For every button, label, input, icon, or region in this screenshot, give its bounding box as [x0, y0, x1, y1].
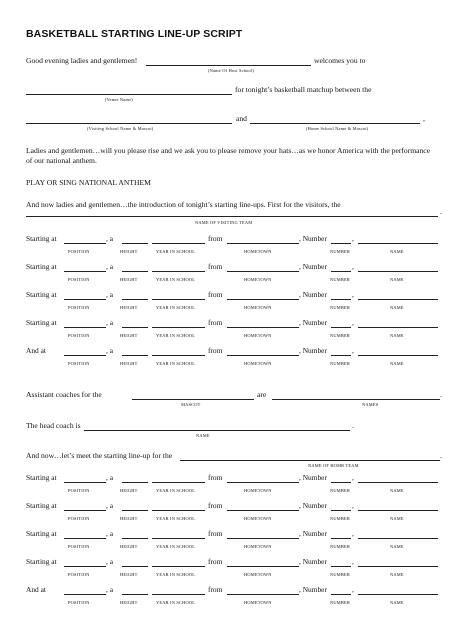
from-label: from	[208, 234, 223, 243]
year-in-school-field[interactable]	[152, 327, 205, 328]
and-at-label: And at	[26, 585, 46, 594]
hometown-field[interactable]	[227, 271, 299, 272]
assistant-coaches-text: Assistant coaches for the	[26, 390, 102, 399]
height-field[interactable]	[122, 594, 148, 595]
comma-label: ,	[352, 501, 354, 510]
home-period: .	[440, 451, 442, 460]
field-caption: YEAR IN SCHOOL	[156, 305, 196, 310]
field-caption: NAME	[390, 572, 404, 577]
number-field[interactable]	[331, 299, 351, 300]
and-at-label: And at	[26, 346, 46, 355]
hometown-field[interactable]	[227, 299, 299, 300]
a-label: , a	[106, 262, 113, 271]
head-coach-name-caption: NAME	[196, 433, 210, 438]
field-caption: NUMBER	[330, 572, 350, 577]
field-caption: NUMBER	[330, 488, 350, 493]
field-caption: NAME	[390, 249, 404, 254]
position-field[interactable]	[64, 271, 106, 272]
starting-at-label: Starting at	[26, 318, 57, 327]
field-caption: HOMETOWN	[244, 361, 272, 366]
field-caption: HOMETOWN	[244, 249, 272, 254]
hometown-field[interactable]	[227, 243, 299, 244]
field-caption: POSITION	[68, 333, 90, 338]
field-caption: HEIGHT	[120, 361, 138, 366]
year-in-school-field[interactable]	[152, 243, 205, 244]
home-intro-text: And now…let’s meet the starting line-up for the	[26, 451, 173, 460]
greeting-text: Good evening ladies and gentlemen!	[26, 56, 138, 65]
field-caption: YEAR IN SCHOOL	[156, 488, 196, 493]
field-caption: YEAR IN SCHOOL	[156, 333, 196, 338]
number-label: , Number	[299, 529, 327, 538]
number-field[interactable]	[331, 355, 351, 356]
number-field[interactable]	[331, 327, 351, 328]
number-label: , Number	[299, 557, 327, 566]
comma-label: ,	[352, 318, 354, 327]
field-caption: YEAR IN SCHOOL	[156, 544, 196, 549]
from-label: from	[208, 529, 223, 538]
from-label: from	[208, 501, 223, 510]
field-caption: NAME	[390, 544, 404, 549]
position-field[interactable]	[64, 510, 106, 511]
mascot-caption: MASCOT	[181, 402, 201, 407]
comma-label: ,	[352, 473, 354, 482]
a-label: , a	[106, 473, 113, 482]
number-field[interactable]	[331, 566, 351, 567]
comma-label: ,	[352, 234, 354, 243]
field-caption: NUMBER	[330, 277, 350, 282]
venue-field[interactable]	[26, 94, 232, 95]
a-label: , a	[106, 529, 113, 538]
anthem-line-2: of our national anthem.	[26, 156, 97, 165]
number-field[interactable]	[331, 482, 351, 483]
anthem-heading: PLAY OR SING NATIONAL ANTHEM	[26, 178, 151, 187]
a-label: , a	[106, 501, 113, 510]
player-name-field[interactable]	[358, 538, 438, 539]
anthem-line-1: Ladies and gentlemen…will you please rise and we ask you to please remove your hats…as we honor America with the performance	[26, 146, 431, 155]
from-label: from	[208, 473, 223, 482]
visitors-period: .	[440, 207, 442, 216]
field-caption: NUMBER	[330, 600, 350, 605]
height-field[interactable]	[122, 327, 148, 328]
height-field[interactable]	[122, 355, 148, 356]
mascot-field[interactable]	[132, 399, 254, 400]
height-field[interactable]	[122, 510, 148, 511]
number-label: , Number	[299, 262, 327, 271]
welcomes-text: welcomes you to	[314, 56, 366, 65]
year-in-school-field[interactable]	[152, 299, 205, 300]
year-in-school-field[interactable]	[152, 355, 205, 356]
year-in-school-field[interactable]	[152, 594, 205, 595]
number-field[interactable]	[331, 594, 351, 595]
visitors-intro-text: And now ladies and gentlemen…the introduction of tonight’s starting line-ups. First for the visitors, the	[26, 200, 341, 209]
page-title: BASKETBALL STARTING LINE-UP SCRIPT	[26, 28, 243, 40]
field-caption: HOMETOWN	[244, 544, 272, 549]
hometown-field[interactable]	[227, 510, 299, 511]
number-field[interactable]	[331, 510, 351, 511]
field-caption: POSITION	[68, 361, 90, 366]
starting-at-label: Starting at	[26, 501, 57, 510]
position-field[interactable]	[64, 482, 106, 483]
field-caption: NAME	[390, 333, 404, 338]
head-coach-text: The head coach is	[26, 421, 81, 430]
host-school-caption: (Name Of Host School)	[208, 68, 255, 73]
field-caption: HEIGHT	[120, 333, 138, 338]
player-name-field[interactable]	[358, 594, 438, 595]
comma-label: ,	[352, 585, 354, 594]
player-name-field[interactable]	[358, 566, 438, 567]
height-field[interactable]	[122, 482, 148, 483]
number-label: , Number	[299, 318, 327, 327]
player-name-field[interactable]	[358, 271, 438, 272]
number-label: , Number	[299, 585, 327, 594]
field-caption: HOMETOWN	[244, 572, 272, 577]
number-label: , Number	[299, 473, 327, 482]
field-caption: NUMBER	[330, 333, 350, 338]
assistant-names-field[interactable]	[272, 399, 440, 400]
year-in-school-field[interactable]	[152, 271, 205, 272]
from-label: from	[208, 557, 223, 566]
a-label: , a	[106, 557, 113, 566]
home-school-caption: (Home School Name & Mascot)	[306, 126, 369, 131]
field-caption: HOMETOWN	[244, 305, 272, 310]
field-caption: NUMBER	[330, 361, 350, 366]
starting-at-label: Starting at	[26, 262, 57, 271]
position-field[interactable]	[64, 327, 106, 328]
field-caption: NUMBER	[330, 516, 350, 521]
period-text: ,	[423, 114, 425, 123]
hometown-field[interactable]	[227, 327, 299, 328]
field-caption: YEAR IN SCHOOL	[156, 516, 196, 521]
home-team-caption: NAME OF HOMR TEAM	[308, 463, 359, 468]
position-field[interactable]	[64, 355, 106, 356]
field-caption: HOMETOWN	[244, 600, 272, 605]
visiting-team-field[interactable]	[26, 216, 438, 217]
field-caption: NAME	[390, 516, 404, 521]
a-label: , a	[106, 234, 113, 243]
field-caption: POSITION	[68, 516, 90, 521]
comma-label: ,	[352, 557, 354, 566]
position-field[interactable]	[64, 538, 106, 539]
position-field[interactable]	[64, 594, 106, 595]
number-label: , Number	[299, 501, 327, 510]
height-field[interactable]	[122, 299, 148, 300]
hometown-field[interactable]	[227, 538, 299, 539]
player-name-field[interactable]	[358, 482, 438, 483]
hometown-field[interactable]	[227, 566, 299, 567]
number-field[interactable]	[331, 538, 351, 539]
starting-at-label: Starting at	[26, 290, 57, 299]
comma-label: ,	[352, 529, 354, 538]
comma-label: ,	[352, 290, 354, 299]
field-caption: HOMETOWN	[244, 488, 272, 493]
a-label: , a	[106, 585, 113, 594]
player-name-field[interactable]	[358, 355, 438, 356]
starting-at-label: Starting at	[26, 557, 57, 566]
field-caption: POSITION	[68, 544, 90, 549]
visiting-school-caption: (Visiting School Name & Mascot)	[87, 126, 154, 131]
head-coach-field[interactable]	[84, 430, 350, 431]
field-caption: HOMETOWN	[244, 333, 272, 338]
and-text: and	[236, 114, 247, 123]
field-caption: NUMBER	[330, 249, 350, 254]
field-caption: NAME	[390, 488, 404, 493]
field-caption: HOMETOWN	[244, 277, 272, 282]
are-text: are	[257, 390, 267, 399]
hometown-field[interactable]	[227, 594, 299, 595]
visiting-team-caption: NAME OF VISITING TEAM	[195, 220, 253, 225]
a-label: , a	[106, 346, 113, 355]
coaches-period: .	[440, 390, 442, 399]
field-caption: HEIGHT	[120, 249, 138, 254]
head-coach-period: .	[352, 421, 354, 430]
position-field[interactable]	[64, 243, 106, 244]
number-field[interactable]	[331, 243, 351, 244]
comma-label: ,	[352, 262, 354, 271]
starting-at-label: Starting at	[26, 234, 57, 243]
a-label: , a	[106, 318, 113, 327]
comma-label: ,	[352, 346, 354, 355]
hometown-field[interactable]	[227, 355, 299, 356]
names-caption: NAMES	[362, 402, 379, 407]
field-caption: POSITION	[68, 488, 90, 493]
field-caption: HEIGHT	[120, 572, 138, 577]
field-caption: NAME	[390, 361, 404, 366]
a-label: , a	[106, 290, 113, 299]
field-caption: YEAR IN SCHOOL	[156, 249, 196, 254]
venue-caption: (Venue Name)	[105, 97, 133, 102]
year-in-school-field[interactable]	[152, 566, 205, 567]
field-caption: NUMBER	[330, 544, 350, 549]
player-name-field[interactable]	[358, 299, 438, 300]
field-caption: POSITION	[68, 249, 90, 254]
field-caption: YEAR IN SCHOOL	[156, 572, 196, 577]
field-caption: HEIGHT	[120, 488, 138, 493]
year-in-school-field[interactable]	[152, 538, 205, 539]
field-caption: YEAR IN SCHOOL	[156, 361, 196, 366]
field-caption: POSITION	[68, 572, 90, 577]
year-in-school-field[interactable]	[152, 510, 205, 511]
position-field[interactable]	[64, 566, 106, 567]
field-caption: HEIGHT	[120, 277, 138, 282]
field-caption: HEIGHT	[120, 516, 138, 521]
from-label: from	[208, 585, 223, 594]
field-caption: NAME	[390, 305, 404, 310]
starting-at-label: Starting at	[26, 529, 57, 538]
height-field[interactable]	[122, 271, 148, 272]
field-caption: NUMBER	[330, 305, 350, 310]
starting-at-label: Starting at	[26, 473, 57, 482]
field-caption: YEAR IN SCHOOL	[156, 277, 196, 282]
field-caption: NAME	[390, 600, 404, 605]
from-label: from	[208, 346, 223, 355]
height-field[interactable]	[122, 538, 148, 539]
from-label: from	[208, 290, 223, 299]
home-team-field[interactable]	[180, 460, 440, 461]
field-caption: HEIGHT	[120, 305, 138, 310]
height-field[interactable]	[122, 243, 148, 244]
visiting-school-field[interactable]	[26, 123, 232, 124]
home-school-field[interactable]	[250, 123, 420, 124]
year-in-school-field[interactable]	[152, 482, 205, 483]
from-label: from	[208, 262, 223, 271]
position-field[interactable]	[64, 299, 106, 300]
number-field[interactable]	[331, 271, 351, 272]
height-field[interactable]	[122, 566, 148, 567]
field-caption: HOMETOWN	[244, 516, 272, 521]
player-name-field[interactable]	[358, 243, 438, 244]
number-label: , Number	[299, 290, 327, 299]
field-caption: HEIGHT	[120, 600, 138, 605]
host-school-field[interactable]	[146, 65, 311, 66]
matchup-text: for tonight’s basketball matchup between the	[235, 85, 372, 94]
player-name-field[interactable]	[358, 327, 438, 328]
field-caption: POSITION	[68, 305, 90, 310]
field-caption: POSITION	[68, 600, 90, 605]
player-name-field[interactable]	[358, 510, 438, 511]
field-caption: YEAR IN SCHOOL	[156, 600, 196, 605]
field-caption: HEIGHT	[120, 544, 138, 549]
field-caption: NAME	[390, 277, 404, 282]
hometown-field[interactable]	[227, 482, 299, 483]
number-label: , Number	[299, 346, 327, 355]
from-label: from	[208, 318, 223, 327]
field-caption: POSITION	[68, 277, 90, 282]
number-label: , Number	[299, 234, 327, 243]
